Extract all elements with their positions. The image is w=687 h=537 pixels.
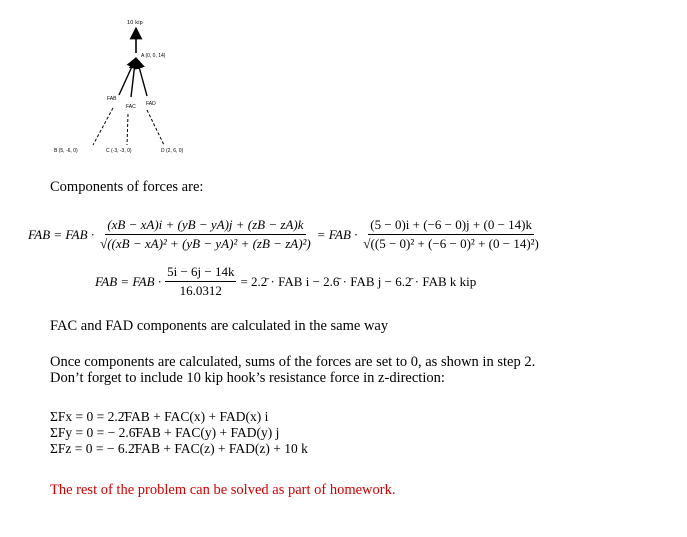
point-a-label: A (0, 0, 14) <box>141 53 166 59</box>
sum-fx: ΣFx = 0 = 2.2̄FAB + FAC(x) + FAD(x) i <box>50 409 269 424</box>
force-ac-label: FAC <box>126 104 136 110</box>
point-d-label: D (2, 6, 0) <box>161 148 184 154</box>
force-ab-label: FAB <box>107 96 117 102</box>
eq2-denominator: 16.0312 <box>179 283 222 298</box>
eq2-numerator: 5i − 6j − 14k <box>165 264 236 282</box>
step2-line2: Don’t forget to include 10 kip hook’s resistance force in z-direction: <box>50 370 445 386</box>
equation-unit-vector <box>28 217 541 252</box>
eq1-numerator: (xB − xA)i + (yB − yA)j + (zB − zA)k <box>105 217 305 235</box>
force-ad-label: FAD <box>146 101 156 107</box>
load-label: 10 kip <box>127 20 143 26</box>
eq1-lhs: FAB = FAB · <box>28 226 95 242</box>
member-ab <box>93 108 113 145</box>
homework-note: The rest of the problem can be solved as part of homework. <box>50 482 396 498</box>
step2-line1: Once components are calculated, sums of the forces are set to 0, as shown in step 2. <box>50 354 536 370</box>
equation-components <box>95 264 476 299</box>
eq1-denominator-numeric: √((5 − 0)² + (−6 − 0)² + (0 − 14)²) <box>363 236 539 251</box>
components-heading: Components of forces are: <box>50 179 204 195</box>
force-ad-arrow <box>138 63 147 96</box>
eq1-fraction <box>98 217 313 252</box>
eq1-fraction-numeric <box>361 217 540 252</box>
eq1-denominator: √((xB − xA)² + (yB − yA)² + (zB − zA)²) <box>100 236 311 251</box>
point-b-label: B (5, -6, 0) <box>54 148 78 154</box>
eq2-rhs: = 2.2̄ · FAB i − 2.6̄ · FAB j − 6.2̄ · FAB k kip <box>240 273 477 289</box>
eq1-numerator-numeric: (5 − 0)i + (−6 − 0)j + (0 − 14)k <box>368 217 534 235</box>
eq2-lhs: FAB = FAB · <box>95 273 162 289</box>
eq1-mid: = FAB · <box>316 226 358 242</box>
eq2-fraction <box>165 264 236 299</box>
same-way-note: FAC and FAD components are calculated in the same way <box>50 318 389 334</box>
sum-fy: ΣFy = 0 = − 2.6̄FAB + FAC(y) + FAD(y) j <box>50 425 280 440</box>
member-ad <box>147 110 164 145</box>
member-ac <box>127 114 128 145</box>
sum-fz: ΣFz = 0 = − 6.2̄FAB + FAC(z) + FAD(z) + 10 k <box>50 441 308 456</box>
point-c-label: C (-3, -3, 0) <box>106 148 132 154</box>
